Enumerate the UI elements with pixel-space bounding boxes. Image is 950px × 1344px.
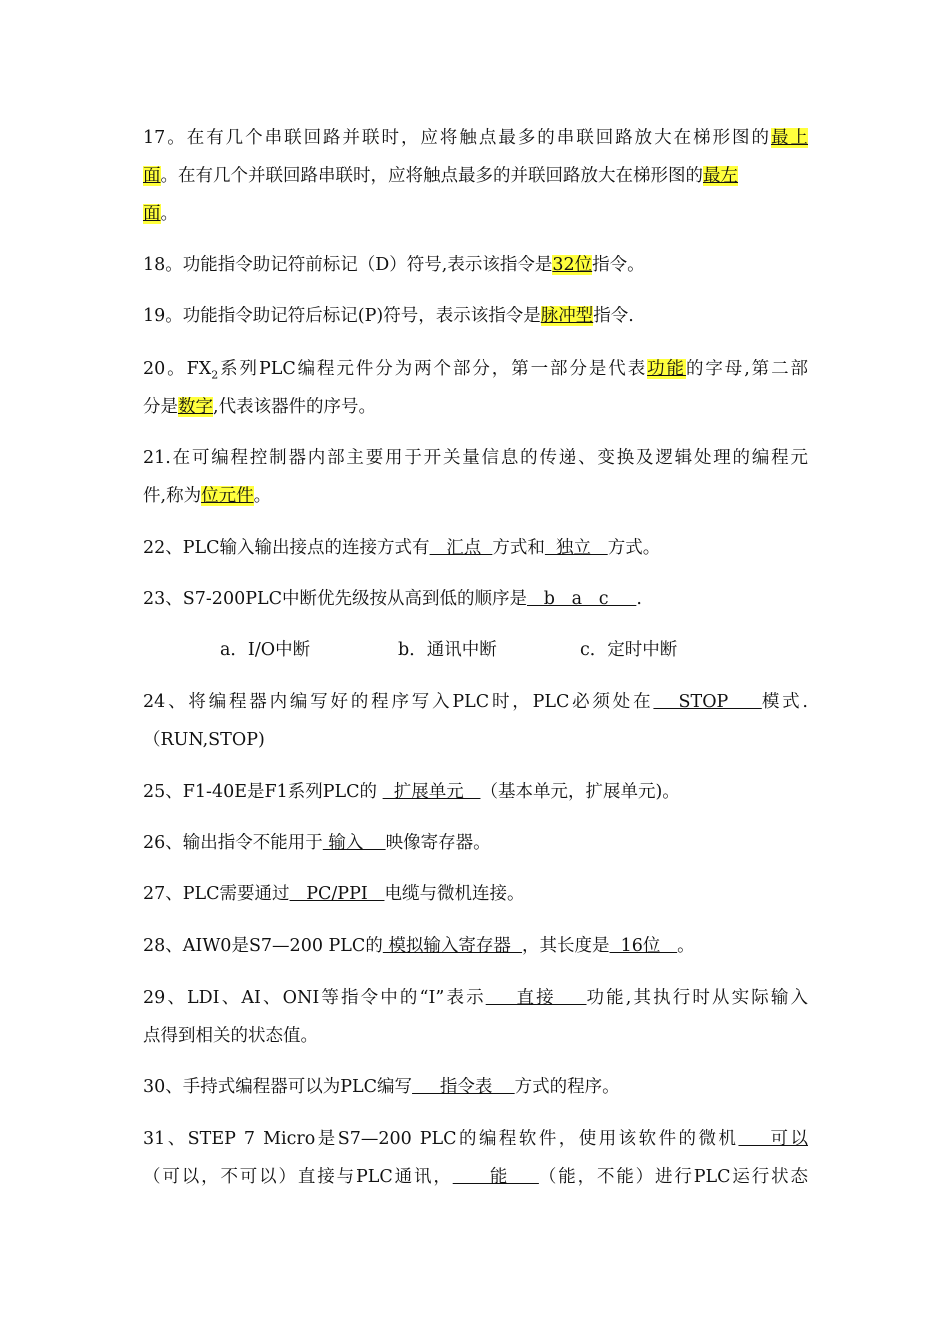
q23-text-end: . bbox=[636, 589, 642, 609]
q17-answer-1: 最上 bbox=[771, 128, 808, 148]
q22-line bbox=[143, 536, 808, 560]
q23-option-a: a．I/O中断 bbox=[220, 640, 311, 660]
q21-text-end: 。 bbox=[253, 486, 272, 506]
q30-line bbox=[143, 1075, 808, 1099]
q24-line2 bbox=[143, 728, 808, 752]
q24-line1 bbox=[143, 690, 808, 714]
q22-text-2: 方式和 bbox=[492, 538, 545, 558]
q21-text-2: 件,称为 bbox=[143, 486, 202, 506]
q20-answer-2: 数字 bbox=[178, 397, 213, 417]
q28-answer-1: 模拟输入寄存器 bbox=[382, 936, 523, 956]
q30-text: 30、手持式编程器可以为PLC编写 bbox=[143, 1077, 413, 1097]
q31-text-2: （可以，不可以）直接与PLC通讯， bbox=[143, 1167, 453, 1187]
q31-answer-2: 能 bbox=[452, 1167, 539, 1187]
q21-text: 21.在可编程控制器内部主要用于开关量信息的传递、变换及逻辑处理的编程元 bbox=[143, 448, 808, 468]
q19-line bbox=[143, 304, 808, 328]
q31-line2 bbox=[143, 1165, 808, 1189]
q25-answer: 扩展单元 bbox=[382, 782, 481, 802]
q20-line2 bbox=[143, 395, 808, 419]
q23-option-c: c．定时中断 bbox=[580, 640, 678, 660]
q18-answer: 32位 bbox=[552, 255, 593, 275]
q20-text-4: 分是 bbox=[143, 397, 178, 417]
q28-answer-2: 16位 bbox=[609, 936, 678, 956]
q17-line1 bbox=[143, 126, 808, 150]
q22-answer-1: 汇点 bbox=[429, 538, 493, 558]
q31-text-3: （能，不能）进行PLC运行状态 bbox=[538, 1167, 808, 1187]
q17-text-2: 。在有几个并联回路串联时，应将触点最多的并联回路放大在梯形图的 bbox=[160, 166, 703, 186]
q28-text: 28、AIW0是S7—200 PLC的 bbox=[143, 936, 383, 956]
q27-answer: PC/PPI bbox=[289, 884, 385, 904]
q20-line1 bbox=[143, 357, 808, 388]
q29-text-3: 点得到相关的状态值。 bbox=[143, 1026, 318, 1046]
q26-text-end: 映像寄存器。 bbox=[385, 833, 491, 853]
q28-text-end: 。 bbox=[677, 936, 695, 956]
q28-text-2: ，其长度是 bbox=[522, 936, 610, 956]
q27-text: 27、PLC需要通过 bbox=[143, 884, 290, 904]
q23-text: 23、S7-200PLC中断优先级按从高到低的顺序是 bbox=[143, 589, 527, 609]
q20-answer-1: 功能 bbox=[647, 359, 686, 379]
q21-line2 bbox=[143, 484, 808, 508]
q24-answer: STOP bbox=[653, 692, 762, 712]
q17-answer-2: 最左 bbox=[703, 166, 738, 186]
q18-line bbox=[143, 253, 808, 277]
q24-text-3: （RUN,STOP) bbox=[143, 730, 265, 750]
q27-line bbox=[143, 882, 808, 906]
q23-answer: b a c bbox=[527, 589, 637, 609]
q24-text-2: 模式. bbox=[761, 692, 808, 712]
q20-text-2: 系列PLC编程元件分为两个部分，第一部分是代表 bbox=[218, 359, 648, 379]
q17-answer-2-cont: 面 bbox=[143, 204, 161, 224]
q24-text: 24、将编程器内编写好的程序写入PLC时，PLC必须处在 bbox=[143, 692, 654, 712]
q25-text-end: （基本单元，扩展单元)。 bbox=[480, 782, 680, 802]
q18-text-end: 指令。 bbox=[592, 255, 645, 275]
q20-subscript: 2 bbox=[211, 368, 219, 382]
q26-line bbox=[143, 831, 808, 855]
q17-end: 。 bbox=[160, 204, 178, 224]
q29-text: 29、LDI、AI、ONI等指令中的“I”表示 bbox=[143, 988, 486, 1008]
q18-text: 18。功能指令助记符前标记（D）符号,表示该指令是 bbox=[143, 255, 553, 275]
q29-answer: 直接 bbox=[485, 988, 587, 1008]
q26-answer: 输入 bbox=[322, 833, 386, 853]
q17-line3 bbox=[143, 202, 808, 226]
q17-text: 17。在有几个串联回路并联时，应将触点最多的串联回路放大在梯形图的 bbox=[143, 128, 772, 148]
q29-text-2: 功能,其执行时从实际输入 bbox=[586, 988, 808, 1008]
q19-text-end: 指令. bbox=[593, 306, 634, 326]
q25-line bbox=[143, 780, 808, 804]
q31-text: 31、STEP 7 Micro是S7—200 PLC的编程软件，使用该软件的微机 bbox=[143, 1129, 739, 1149]
q22-text: 22、PLC输入输出接点的连接方式有 bbox=[143, 538, 430, 558]
q30-answer: 指令表 bbox=[412, 1077, 515, 1097]
q30-text-end: 方式的程序。 bbox=[514, 1077, 620, 1097]
q19-answer: 脉冲型 bbox=[540, 306, 594, 326]
q26-text: 26、输出指令不能用于 bbox=[143, 833, 323, 853]
q29-line1 bbox=[143, 986, 808, 1010]
q21-line1 bbox=[143, 446, 808, 470]
q29-line2 bbox=[143, 1024, 808, 1048]
q17-answer-1-cont: 面 bbox=[143, 166, 161, 186]
q17-line2 bbox=[143, 164, 808, 188]
q21-answer: 位元件 bbox=[201, 486, 254, 506]
q31-answer-1: 可以 bbox=[738, 1129, 808, 1149]
q22-text-end: 方式。 bbox=[607, 538, 661, 558]
q27-text-end: 电缆与微机连接。 bbox=[384, 884, 525, 904]
q22-answer-2: 独立 bbox=[544, 538, 608, 558]
q23-line bbox=[143, 587, 808, 611]
q20-text: 20。FX bbox=[143, 359, 212, 379]
q20-text-5: ,代表该器件的序号。 bbox=[213, 397, 377, 417]
q25-text: 25、F1-40E是F1系列PLC的 bbox=[143, 782, 383, 802]
q23-option-b: b．通讯中断 bbox=[398, 640, 497, 660]
q19-text: 19。功能指令助记符后标记(P)符号，表示该指令是 bbox=[143, 306, 541, 326]
q20-text-3: 的字母,第二部 bbox=[685, 359, 809, 379]
q31-line1 bbox=[143, 1127, 808, 1151]
q28-line bbox=[143, 934, 808, 958]
